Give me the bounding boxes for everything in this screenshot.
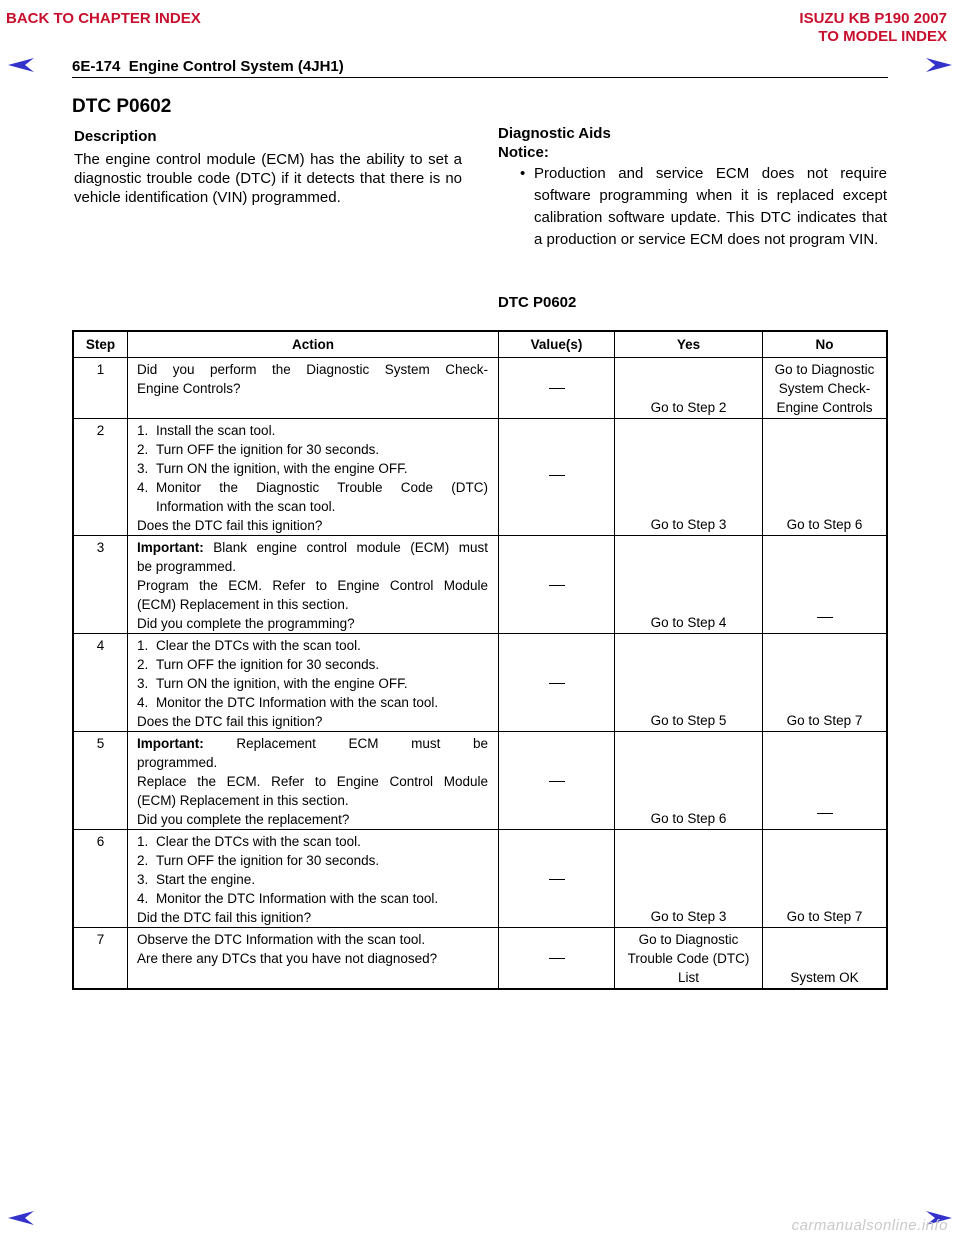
bullet-icon: • (520, 165, 526, 182)
table-title: DTC P0602 (498, 294, 577, 311)
description-text: The engine control module (ECM) has the ability to set a diagnostic trouble code (DTC) if it detects that there is no vehicle identification (VIN) programmed. (74, 151, 462, 206)
no-text: Go to Step 7 (786, 713, 863, 728)
no-cell (763, 928, 888, 990)
table-row (73, 358, 887, 419)
action-cell (128, 634, 499, 732)
value-cell (499, 928, 615, 990)
page-title: DTC P0602 (72, 96, 172, 117)
action-item: 4. Monitor the Diagnostic Trouble Code (DTC) (137, 480, 488, 495)
no-text: System OK (790, 970, 859, 985)
action-item: 1. Clear the DTCs with the scan tool. (137, 638, 361, 653)
dash-mark (549, 683, 565, 684)
step-number: 4 (73, 634, 128, 732)
no-text: Go to Step 7 (786, 909, 863, 924)
header-step: Step (73, 331, 128, 358)
no-cell (763, 732, 888, 830)
step-number: 5 (73, 732, 128, 830)
yes-text: Go to Step 3 (650, 517, 727, 532)
dash-mark (549, 879, 565, 880)
table-header-row (73, 331, 887, 358)
dash-mark (549, 388, 565, 389)
yes-text: Go to Diagnostic (638, 932, 739, 947)
header-action: Action (128, 331, 499, 358)
important-line: Important: Blank engine control module (ECM) must (137, 540, 488, 555)
dash-mark (549, 585, 565, 586)
header-no: No (763, 331, 888, 358)
notice-heading: Notice: (498, 144, 549, 161)
yes-cell (615, 830, 763, 928)
yes-cell (615, 634, 763, 732)
no-cell (763, 419, 888, 536)
no-text: System Check- (778, 381, 871, 396)
yes-cell (615, 928, 763, 990)
yes-text: Go to Step 5 (650, 713, 727, 728)
important-line: Important: Replacement ECM must be (137, 736, 488, 751)
dash-mark (817, 617, 833, 618)
diagnostic-table (72, 330, 888, 990)
prev-page-arrow-icon[interactable] (8, 58, 34, 72)
action-cell (128, 830, 499, 928)
dash-mark (549, 475, 565, 476)
header-rule (72, 77, 888, 78)
header-values: Value(s) (499, 331, 615, 358)
action-item: 1. Clear the DTCs with the scan tool. (137, 834, 361, 849)
value-cell (499, 634, 615, 732)
action-text: (ECM) Replacement in this section. (137, 597, 349, 612)
action-cell (128, 928, 499, 990)
model-index-block (799, 10, 947, 46)
yes-text: Go to Step 6 (650, 811, 727, 826)
important-label: Important: (137, 736, 204, 751)
table-row (73, 830, 887, 928)
action-item: 4. Monitor the DTC Information with the scan tool. (137, 695, 439, 710)
value-cell (499, 419, 615, 536)
table-row (73, 928, 887, 990)
step-number: 7 (73, 928, 128, 990)
action-text: Replace the ECM. Refer to Engine Control Module (137, 774, 488, 789)
to-model-index-link[interactable]: TO MODEL INDEX (818, 28, 947, 45)
yes-text: Go to Step 2 (650, 400, 727, 415)
action-item-continued: Information with the scan tool. (156, 499, 336, 514)
action-question: Does the DTC fail this ignition? (137, 714, 323, 729)
action-question: Did you complete the replacement? (137, 812, 350, 827)
action-item: 2. Turn OFF the ignition for 30 seconds. (137, 442, 380, 457)
action-text: Observe the DTC Information with the scan tool. (137, 932, 426, 947)
no-cell (763, 358, 888, 419)
step-number: 2 (73, 419, 128, 536)
yes-text: List (677, 970, 699, 985)
description-heading: Description (74, 128, 157, 145)
dash-mark (817, 813, 833, 814)
section-header: 6E-174 Engine Control System (4JH1) (72, 58, 344, 75)
action-item: 4. Monitor the DTC Information with the scan tool. (137, 891, 439, 906)
back-to-chapter-index-link[interactable]: BACK TO CHAPTER INDEX (6, 10, 201, 27)
action-cell (128, 536, 499, 634)
step-number: 3 (73, 536, 128, 634)
yes-text: Trouble Code (DTC) (627, 951, 750, 966)
step-number: 6 (73, 830, 128, 928)
action-question: Did you complete the programming? (137, 616, 355, 631)
yes-cell (615, 536, 763, 634)
no-cell (763, 830, 888, 928)
no-text: Go to Diagnostic (774, 362, 875, 377)
bottom-prev-page-arrow-icon[interactable] (8, 1211, 34, 1225)
next-page-arrow-icon[interactable] (926, 58, 952, 72)
action-item: 2. Turn OFF the ignition for 30 seconds. (137, 853, 380, 868)
yes-cell (615, 732, 763, 830)
no-text: Engine Controls (776, 400, 873, 415)
dash-mark (549, 958, 565, 959)
action-item: 2. Turn OFF the ignition for 30 seconds. (137, 657, 380, 672)
action-item: 3. Start the engine. (137, 872, 256, 887)
table-row (73, 419, 887, 536)
watermark-text: carmanualsonline.info (791, 1217, 948, 1234)
action-question: Are there any DTCs that you have not diagnosed? (137, 951, 438, 966)
value-cell (499, 358, 615, 419)
action-text: (ECM) Replacement in this section. (137, 793, 349, 808)
action-item: 3. Turn ON the ignition, with the engine OFF. (137, 461, 408, 476)
action-text: programmed. (137, 755, 218, 770)
yes-text: Go to Step 4 (650, 615, 727, 630)
action-item: 1. Install the scan tool. (137, 423, 276, 438)
table-row (73, 536, 887, 634)
no-text: Go to Step 6 (786, 517, 863, 532)
value-cell (499, 536, 615, 634)
notice-text: Production and service ECM does not require software programming when it is replaced except calibration software update. This DTC indicates that a production or service ECM does not program VIN. (534, 165, 887, 248)
action-text: Program the ECM. Refer to Engine Control Module (137, 578, 488, 593)
action-text: Engine Controls? (137, 381, 241, 396)
no-cell (763, 536, 888, 634)
table-row (73, 634, 887, 732)
action-question: Does the DTC fail this ignition? (137, 518, 323, 533)
action-text: be programmed. (137, 559, 237, 574)
action-cell (128, 419, 499, 536)
important-label: Important: (137, 540, 204, 555)
action-cell (128, 358, 499, 419)
action-question: Did the DTC fail this ignition? (137, 910, 312, 925)
dash-mark (549, 781, 565, 782)
table-row (73, 732, 887, 830)
value-cell (499, 830, 615, 928)
header-yes: Yes (615, 331, 763, 358)
no-cell (763, 634, 888, 732)
action-text: Did you perform the Diagnostic System Check- (137, 362, 488, 377)
yes-cell (615, 358, 763, 419)
yes-text: Go to Step 3 (650, 909, 727, 924)
notice-list-item (520, 163, 887, 251)
step-number: 1 (73, 358, 128, 419)
action-item: 3. Turn ON the ignition, with the engine OFF. (137, 676, 408, 691)
value-cell (499, 732, 615, 830)
action-cell (128, 732, 499, 830)
yes-cell (615, 419, 763, 536)
model-name-link[interactable]: ISUZU KB P190 2007 (799, 10, 947, 27)
diagnostic-aids-heading: Diagnostic Aids (498, 125, 611, 142)
